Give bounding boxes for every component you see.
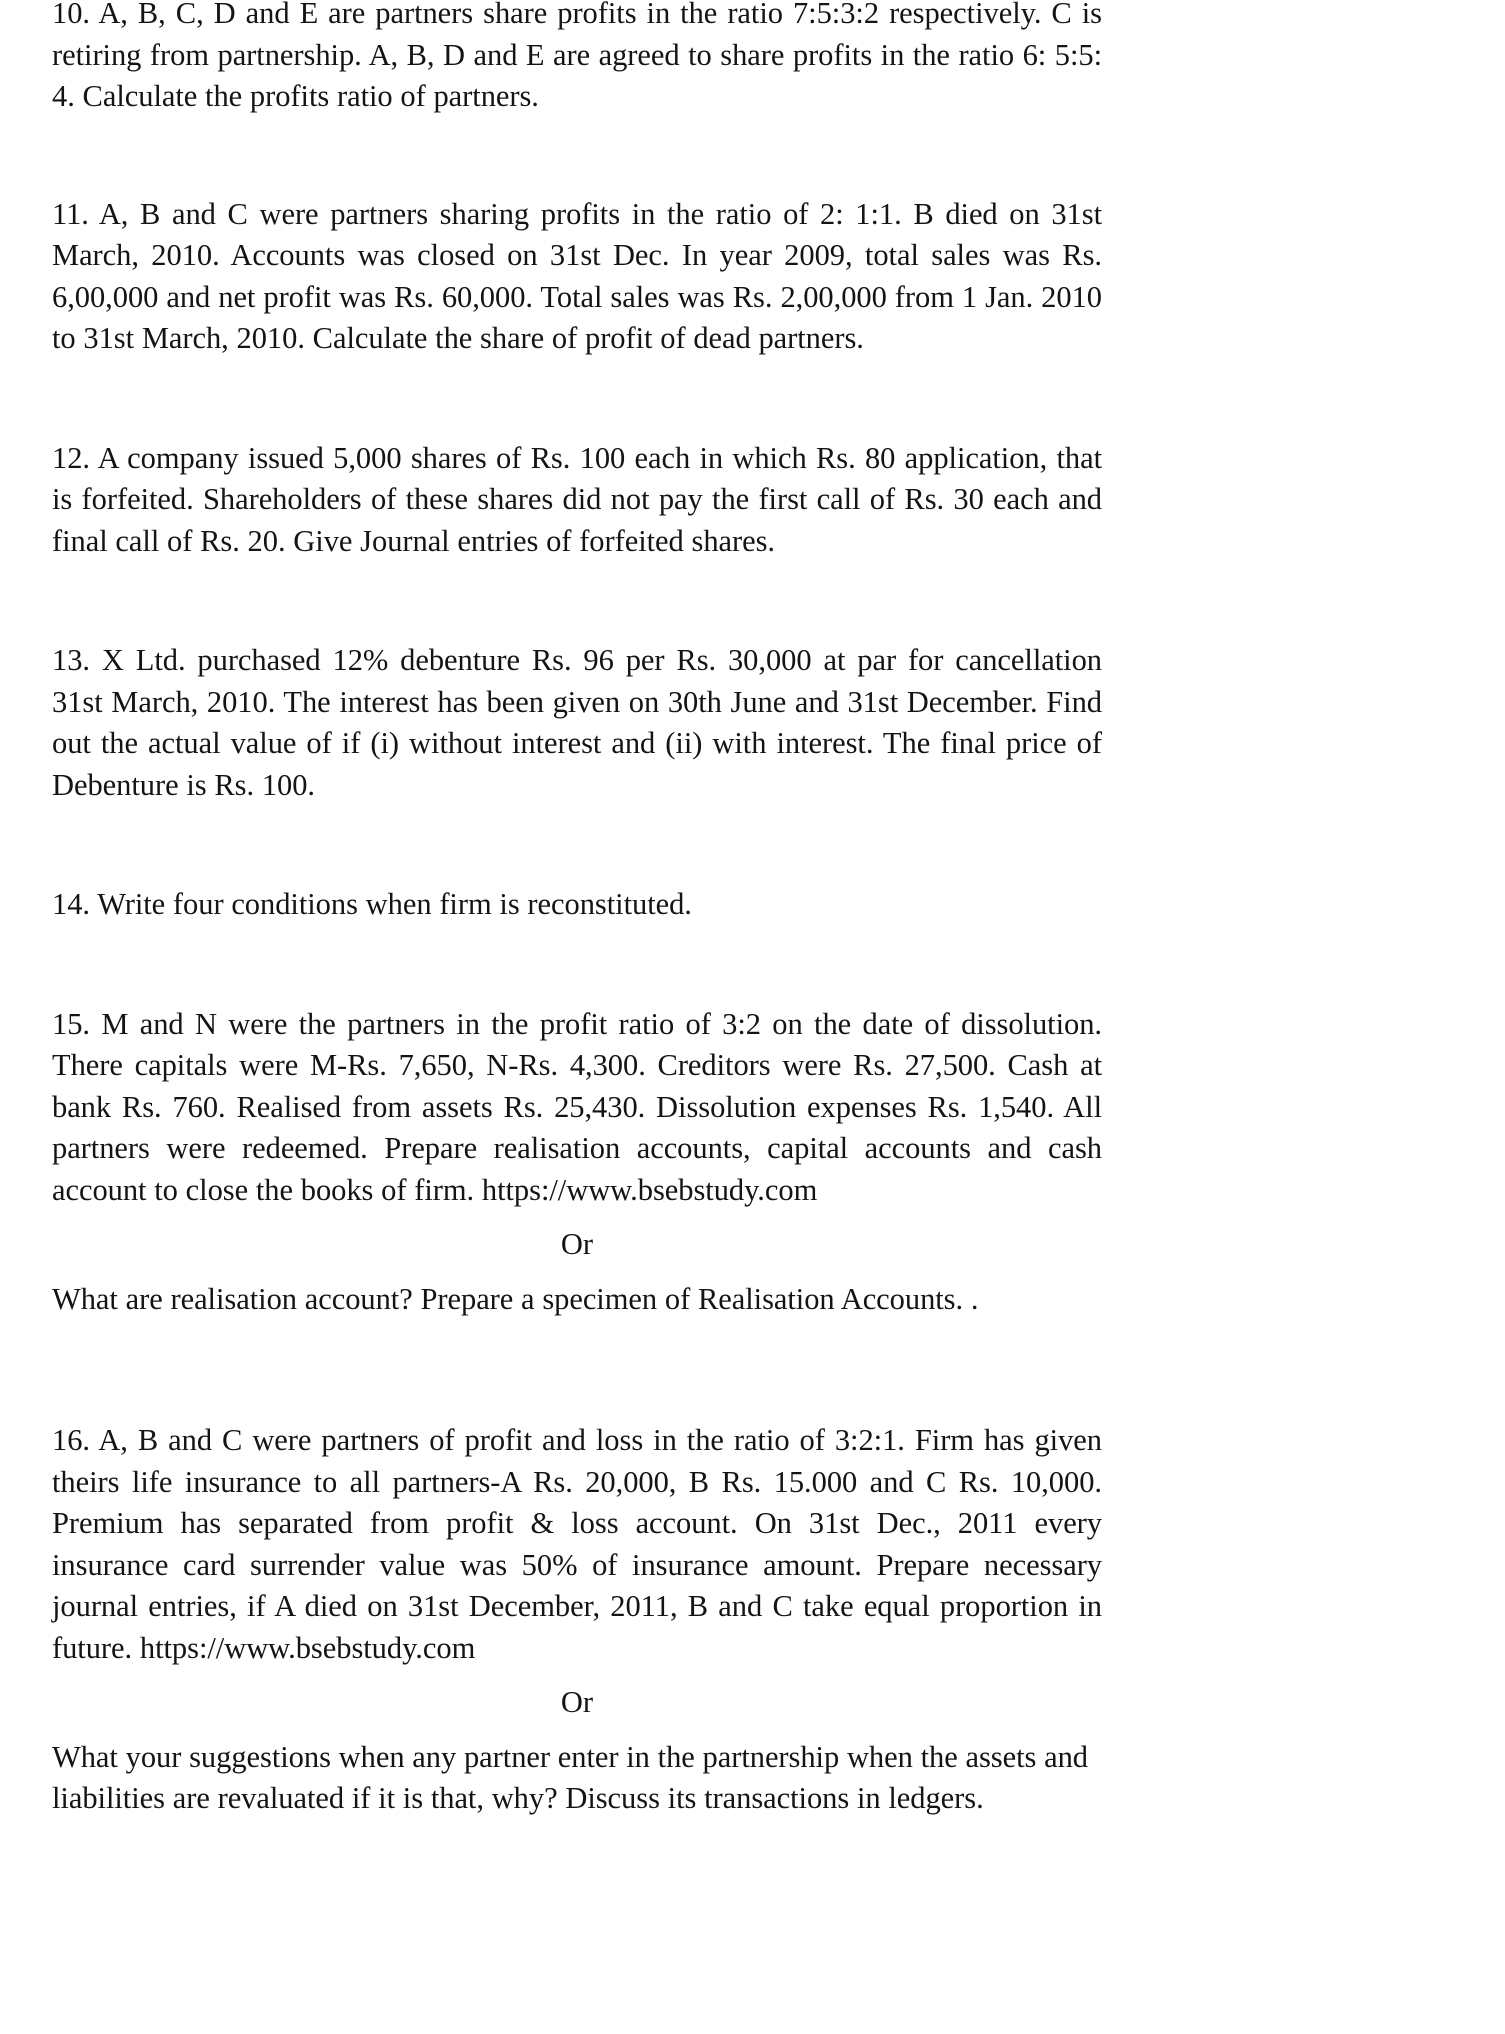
spacer: [52, 806, 1450, 884]
spacer: [52, 1669, 1102, 1682]
question-block-13: [52, 640, 1102, 806]
spacer: [52, 1724, 1102, 1737]
spacer: [52, 926, 1450, 1004]
spacer: [52, 1320, 1450, 1420]
question-14-text: 14. Write four conditions when firm is reconstituted.: [52, 887, 692, 921]
question-block-15: [52, 1004, 1102, 1321]
spacer: [52, 118, 1450, 194]
question-15-alternative-text: What are realisation account? Prepare a specimen of Realisation Accounts. .: [52, 1281, 979, 1316]
question-11-text: 11. A, B and C were partners sharing profits in the ratio of 2: 1:1. B died on 31st March, 2010. Accounts was closed on 31st Dec. In year 2009, total sales was Rs. 6,00,000 and net profit was Rs. 60,000. Total sales was Rs. 2,00,000 from 1 Jan. 2010 to 31st March, 2010. Calculate the share of profit of dead partners.: [52, 196, 1102, 355]
spacer: [52, 1211, 1102, 1224]
question-block-14: [52, 884, 1102, 926]
question-block-10: [52, 0, 1102, 118]
question-15-or-label: Or: [560, 1227, 594, 1261]
question-16-or-label: Or: [560, 1685, 594, 1719]
spacer: [52, 562, 1450, 640]
question-block-16: [52, 1420, 1102, 1820]
question-16-text: 16. A, B and C were partners of profit and loss in the ratio of 3:2:1. Firm has given theirs life insurance to all partners-A Rs. 20,000, B Rs. 15.000 and C Rs. 10,000. Premium has separated from profit & loss account. On 31st Dec., 2011 every insurance card surrender value was 50% of insurance amount. Prepare necessary journal entries, if A died on 31st December, 2011, B and C take equal proportion in future. https://www.bsebstudy.com: [52, 1423, 1102, 1665]
question-16-alternative-text: What your suggestions when any partner enter in the partnership when the assets and liabilities are revaluated if it is that, why? Discuss its transactions in ledgers.: [52, 1739, 1089, 1815]
spacer: [52, 360, 1450, 438]
question-10-text: 10. A, B, C, D and E are partners share profits in the ratio 7:5:3:2 respectively. C is retiring from partnership. A, B, D and E are agreed to share profits in the ratio 6: 5:5: 4. Calculate the profits ratio of partners.: [52, 0, 1102, 113]
question-15-text: 15. M and N were the partners in the profit ratio of 3:2 on the date of dissolution. There capitals were M-Rs. 7,650, N-Rs. 4,300. Creditors were Rs. 27,500. Cash at bank Rs. 760. Realised from assets Rs. 25,430. Dissolution expenses Rs. 1,540. All partners were redeemed. Prepare realisation accounts, capital accounts and cash account to close the books of firm. https://www.bsebstudy.com: [52, 1006, 1102, 1207]
question-block-11: [52, 194, 1102, 360]
question-13-text: 13. X Ltd. purchased 12% debenture Rs. 96 per Rs. 30,000 at par for cancellation 31st March, 2010. The interest has been given on 30th June and 31st December. Find out the actual value of if (i) without interest and (ii) with interest. The final price of Debenture is Rs. 100.: [52, 643, 1102, 802]
question-block-12: [52, 438, 1102, 563]
question-12-text: 12. A company issued 5,000 shares of Rs. 100 each in which Rs. 80 application, that is forfeited. Shareholders of these shares did not pay the first call of Rs. 30 each and final call of Rs. 20. Give Journal entries of forfeited shares.: [52, 440, 1102, 558]
spacer: [52, 1266, 1102, 1279]
